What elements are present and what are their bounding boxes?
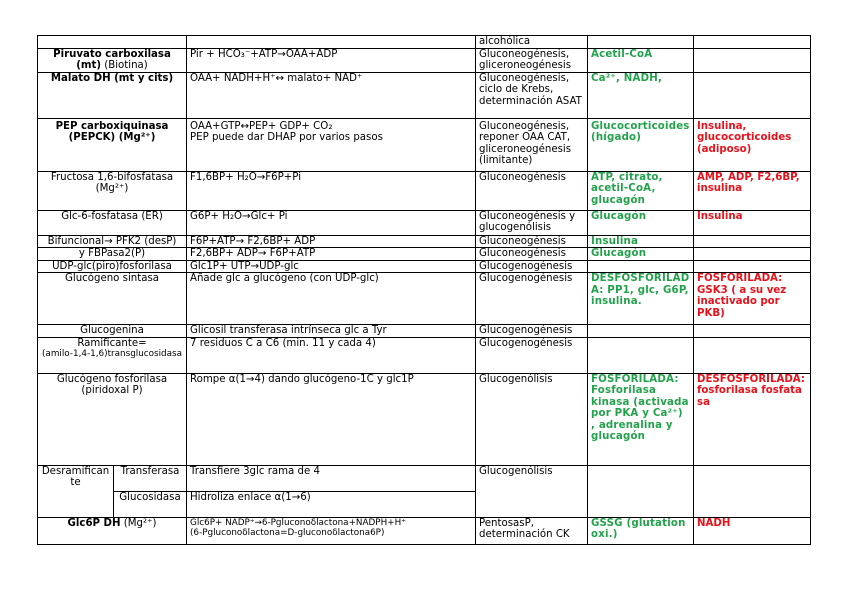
pathway-cell: Gluconeogénesis bbox=[476, 171, 588, 210]
inhibitor-cell bbox=[694, 72, 811, 118]
table-row bbox=[38, 48, 811, 72]
pathway-cell: Gluconeogénesis bbox=[476, 235, 588, 248]
pathway-cell: Gluconeogénesis, ciclo de Krebs, determinación ASAT bbox=[476, 72, 588, 118]
pathway-cell: Gluconeogénesis y glucogenólisis bbox=[476, 210, 588, 235]
subenzyme-cell: Glucosidasa bbox=[114, 491, 187, 517]
activator-cell: Glucagón bbox=[588, 210, 694, 235]
table-row bbox=[38, 373, 811, 465]
enzyme-cell: Glucogenina bbox=[38, 325, 187, 338]
table-row bbox=[38, 517, 811, 544]
activator-cell bbox=[588, 337, 694, 373]
reaction-cell: Glicosil transferasa intrínseca glc a Tyr bbox=[187, 325, 476, 338]
enzyme-cell: Piruvato carboxilasa (mt) (Biotina) bbox=[38, 48, 187, 72]
activator-cell bbox=[588, 260, 694, 273]
table-row bbox=[38, 325, 811, 338]
reaction-cell: Añade glc a glucógeno (con UDP-glc) bbox=[187, 273, 476, 325]
pathway-cell: Gluconeogénesis, reponer OAA CAT, gliceroneogénesis (limitante) bbox=[476, 118, 588, 171]
enzyme-cell: Ramificante= (amilo-1,4-1,6)transglucosidasa bbox=[38, 337, 187, 373]
enzyme-cell: Glucógeno fosforilasa (piridoxal P) bbox=[38, 373, 187, 465]
inhibitor-cell bbox=[694, 235, 811, 248]
pathway-cell: Glucogenogénesis bbox=[476, 325, 588, 338]
reaction-cell: Rompe α(1→4) dando glucógeno-1C y glc1P bbox=[187, 373, 476, 465]
enzyme-table bbox=[37, 35, 811, 545]
enzyme-cell: UDP-glc(piro)fosforilasa bbox=[38, 260, 187, 273]
activator-cell: Glucocorticoides (hígado) bbox=[588, 118, 694, 171]
inhibitor-cell bbox=[694, 248, 811, 261]
inhibitor-cell: Insulina bbox=[694, 210, 811, 235]
subenzyme-cell: Transferasa bbox=[114, 465, 187, 491]
enzyme-cell: Fructosa 1,6-bifosfatasa (Mg²⁺) bbox=[38, 171, 187, 210]
enzyme-cell: Malato DH (mt y cits) bbox=[38, 72, 187, 118]
enzyme-cell: Desramificante bbox=[38, 465, 114, 517]
activator-cell: Acetil-CoA bbox=[588, 48, 694, 72]
inhibitor-cell: AMP, ADP, F2,6BP, insulina bbox=[694, 171, 811, 210]
pathway-cell: Gluconeogénesis, gliceroneogénesis bbox=[476, 48, 588, 72]
reaction-cell: Hidroliza enlace α(1→6) bbox=[187, 491, 476, 517]
reaction-cell: Pir + HCO₃⁻+ATP→OAA+ADP bbox=[187, 48, 476, 72]
inhibitor-cell bbox=[694, 260, 811, 273]
reaction-cell: OAA+GTP↔PEP+ GDP+ CO₂ PEP puede dar DHAP por varios pasos bbox=[187, 118, 476, 171]
table-row bbox=[38, 118, 811, 171]
table-row bbox=[38, 260, 811, 273]
activator-cell bbox=[588, 465, 694, 517]
activator-cell: DESFOSFORILADA: PP1, glc, G6P, insulina. bbox=[588, 273, 694, 325]
activator-cell: GSSG (glutation oxi.) bbox=[588, 517, 694, 544]
table-row bbox=[38, 171, 811, 210]
pathway-cell: Glucogenogénesis bbox=[476, 260, 588, 273]
reaction-cell: OAA+ NADH+H⁺↔ malato+ NAD⁺ bbox=[187, 72, 476, 118]
inhibitor-cell bbox=[694, 465, 811, 517]
activator-cell: Ca²⁺, NADH, bbox=[588, 72, 694, 118]
table-row bbox=[38, 273, 811, 325]
pathway-cell: Glucogenogénesis bbox=[476, 273, 588, 325]
enzyme-cell: Glucógeno sintasa bbox=[38, 273, 187, 325]
reaction-cell: 7 residuos C a C6 (min. 11 y cada 4) bbox=[187, 337, 476, 373]
reaction-cell: F2,6BP+ ADP→ F6P+ATP bbox=[187, 248, 476, 261]
activator-cell: Glucagón bbox=[588, 248, 694, 261]
inhibitor-cell: FOSFORILADA: GSK3 ( a su vez inactivado por PKB) bbox=[694, 273, 811, 325]
reaction-cell: Glc6P+ NADP⁺→6-Pgluconoδlactona+NADPH+H⁺ (6-Pgluconoδlactona=D-gluconoδlactona6P) bbox=[187, 517, 476, 544]
inhibitor-cell: DESFOSFORILADA: fosforilasa fosfatasa bbox=[694, 373, 811, 465]
pathway-cell: Glucogenogénesis bbox=[476, 337, 588, 373]
activator-cell: Insulina bbox=[588, 235, 694, 248]
table-row bbox=[38, 210, 811, 235]
reaction-cell: Glc1P+ UTP→UDP-glc bbox=[187, 260, 476, 273]
pathway-cell: PentosasP, determinación CK bbox=[476, 517, 588, 544]
pathway-cell: alcohólica bbox=[476, 36, 588, 49]
table-row bbox=[38, 248, 811, 261]
activator-cell bbox=[588, 325, 694, 338]
enzyme-cell: y FBPasa2(P) bbox=[38, 248, 187, 261]
inhibitor-cell: Insulina, glucocorticoides (adiposo) bbox=[694, 118, 811, 171]
enzyme-cell: Glc6P DH (Mg²⁺) bbox=[38, 517, 187, 544]
reaction-cell: Transfiere 3glc rama de 4 bbox=[187, 465, 476, 491]
inhibitor-cell bbox=[694, 325, 811, 338]
reaction-cell: G6P+ H₂O→Glc+ Pi bbox=[187, 210, 476, 235]
table-row bbox=[38, 72, 811, 118]
inhibitor-cell bbox=[694, 48, 811, 72]
table-row bbox=[38, 235, 811, 248]
enzyme-cell: PEP carboxiquinasa (PEPCK) (Mg²⁺) bbox=[38, 118, 187, 171]
reaction-cell: F6P+ATP→ F2,6BP+ ADP bbox=[187, 235, 476, 248]
pathway-cell: Gluconeogénesis bbox=[476, 248, 588, 261]
reaction-cell: F1,6BP+ H₂O→F6P+Pi bbox=[187, 171, 476, 210]
table-row bbox=[38, 36, 811, 49]
activator-cell: FOSFORILADA: Fosforilasa kinasa (activada por PKA y Ca²⁺) , adrenalina y glucagón bbox=[588, 373, 694, 465]
enzyme-cell: Glc-6-fosfatasa (ER) bbox=[38, 210, 187, 235]
table-row bbox=[38, 337, 811, 373]
table-row bbox=[38, 465, 811, 491]
pathway-cell: Glucogenólisis bbox=[476, 465, 588, 517]
enzyme-cell: Bifuncional→ PFK2 (desP) bbox=[38, 235, 187, 248]
inhibitor-cell bbox=[694, 337, 811, 373]
pathway-cell: Glucogenólisis bbox=[476, 373, 588, 465]
activator-cell: ATP, citrato, acetil-CoA, glucagón bbox=[588, 171, 694, 210]
inhibitor-cell: NADH bbox=[694, 517, 811, 544]
